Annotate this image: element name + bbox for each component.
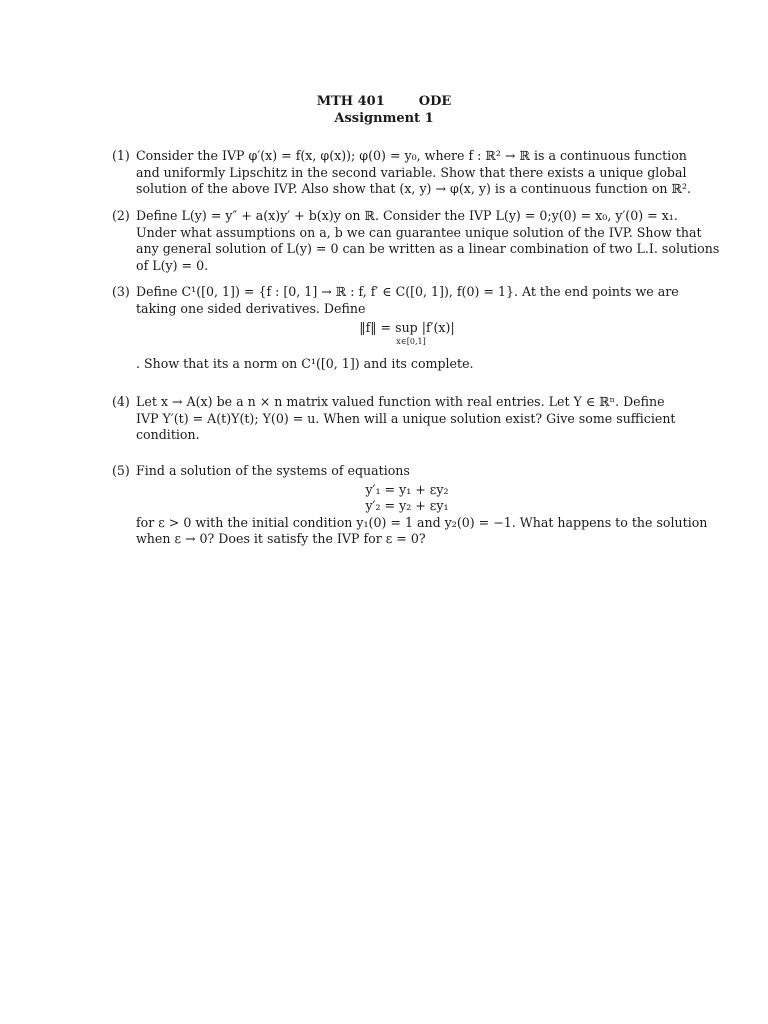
problem-number: (2) <box>112 208 130 223</box>
assignment-header <box>0 93 768 127</box>
norm-definition <box>136 320 678 350</box>
equation: y′₂ = y₂ + εy₁ <box>365 498 449 514</box>
assignment-title: Assignment 1 <box>334 111 434 126</box>
problem-number: (4) <box>112 394 130 409</box>
problem-line: condition. <box>136 427 200 443</box>
problem-line: of L(y) = 0. <box>136 257 209 273</box>
problem-text <box>136 208 720 274</box>
problem-line: Define C¹([0, 1]) = {f : [0, 1] → ℝ : f, f′ ∈ C([0, 1]), f(0) = 1}. At the end points we are <box>136 284 679 299</box>
course-title-line <box>0 93 768 110</box>
problem-line: when ε → 0? Does it satisfy the IVP for ε = 0? <box>136 531 426 547</box>
norm-subscript: x∈[0,1] <box>396 336 426 346</box>
problem-text <box>136 284 678 373</box>
problem-4 <box>112 394 678 444</box>
problem-line: for ε > 0 with the initial condition y₁(0) = 1 and y₂(0) = −1. What happens to the solution <box>136 514 708 530</box>
problem-2 <box>112 208 720 274</box>
equation: y′₁ = y₁ + εy₂ <box>365 481 449 497</box>
problem-line: any general solution of L(y) = 0 can be written as a linear combination of two L.I. solutions <box>136 241 720 257</box>
course-code: MTH 401 <box>316 94 385 109</box>
problem-line: IVP Y′(t) = A(t)Y(t); Y(0) = u. When will a unique solution exist? Give some sufficient <box>136 410 676 426</box>
problem-text <box>136 463 708 548</box>
problem-line: taking one sided derivatives. Define <box>136 300 366 316</box>
problem-line: Define L(y) = y″ + a(x)y′ + b(x)y on ℝ. Consider the IVP L(y) = 0;y(0) = x₀, y′(0) = x₁. <box>136 208 678 223</box>
problem-line: solution of the above IVP. Also show that (x, y) → φ(x, y) is a continuous function on ℝ². <box>136 181 692 197</box>
problem-text <box>136 148 692 198</box>
problem-line: Find a solution of the systems of equations <box>136 463 410 478</box>
problem-text <box>136 394 678 444</box>
problem-line: and uniformly Lipschitz in the second variable. Show that there exists a unique global <box>136 164 687 180</box>
problem-number: (1) <box>112 148 130 163</box>
problem-line: Consider the IVP φ′(x) = f(x, φ(x)); φ(0) = y₀, where f : ℝ² → ℝ is a continuous function <box>136 148 687 163</box>
problem-line: . Show that its a norm on C¹([0, 1]) and its complete. <box>136 356 474 372</box>
problem-line: Under what assumptions on a, b we can guarantee unique solution of the IVP. Show that <box>136 224 702 240</box>
problem-5 <box>112 463 708 548</box>
norm-formula: ‖f‖ = sup |f′(x)| <box>359 320 455 336</box>
problem-number: (3) <box>112 284 130 299</box>
problem-number: (5) <box>112 463 130 478</box>
problem-3 <box>112 284 678 373</box>
problem-1 <box>112 148 692 198</box>
course-subject: ODE <box>418 94 452 109</box>
problem-line: Let x → A(x) be a n × n matrix valued function with real entries. Let Y ∈ ℝⁿ. Define <box>136 394 665 409</box>
